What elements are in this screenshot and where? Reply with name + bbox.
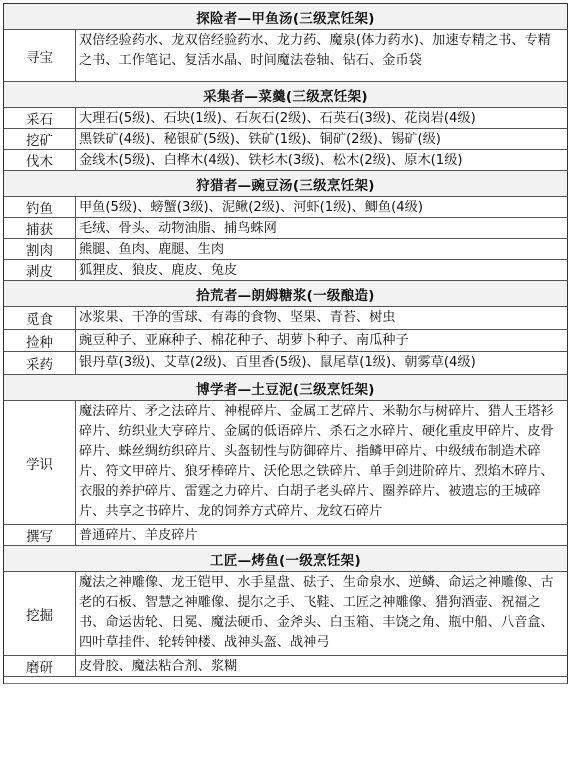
table-row (4, 330, 568, 352)
category-cell: 采石 (4, 108, 76, 128)
table-row (4, 150, 568, 171)
category-cell: 寻宝 (4, 30, 76, 81)
category-cell: 学识 (4, 401, 76, 524)
category-cell: 割肉 (4, 239, 76, 259)
category-cell: 伐木 (4, 150, 76, 170)
items-cell: 大理石(5级)、石块(1级)、石灰石(2级)、石英石(3级)、花岗岩(4级) (79, 111, 476, 126)
category-cell: 采药 (4, 352, 76, 374)
category-cell: 钓鱼 (4, 197, 76, 217)
section-header: 采集者—菜羹(三级烹饪架) (4, 82, 568, 108)
table-row (4, 30, 568, 82)
table-row (4, 260, 568, 281)
category-cell: 挖掘 (4, 572, 76, 655)
category-cell: 撰写 (4, 525, 76, 545)
table-row (4, 307, 568, 330)
table-row (4, 218, 568, 239)
section-header: 拾荒者—朗姆糖浆(一级酿造) (4, 281, 568, 307)
table-row (4, 197, 568, 218)
items-cell: 金线木(5级)、白桦木(4级)、铁杉木(3级)、松木(2级)、原木(1级) (79, 153, 463, 168)
items-cell: 毛绒、骨头、动物油脂、捕鸟蛛网 (79, 221, 277, 236)
section-header: 博学者—土豆泥(三级烹饪架) (4, 375, 568, 401)
table-footer-row (4, 677, 568, 684)
items-cell: 普通碎片、羊皮碎片 (79, 528, 198, 543)
crafting-material-table (3, 3, 568, 684)
category-cell: 剥皮 (4, 260, 76, 280)
table-row (4, 352, 568, 375)
table-row (4, 525, 568, 546)
items-cell: 甲鱼(5级)、螃蟹(3级)、泥鳅(2级)、河虾(1级)、鲫鱼(4级) (79, 200, 423, 215)
table-row (4, 401, 568, 525)
category-cell: 挖矿 (4, 129, 76, 149)
items-cell: 双倍经验药水、龙双倍经验药水、龙力药、魔泉(体力药水)、加速专精之书、专精之书、工作笔记、复活水晶、时间魔法卷轴、钻石、金币袋 (79, 33, 551, 68)
items-cell: 冰浆果、干净的雪球、有毒的食物、坚果、青苔、树虫 (79, 310, 396, 325)
table-row (4, 108, 568, 129)
items-cell: 魔法之神雕像、龙王铠甲、水手星盘、砝子、生命泉水、逆鳞、命运之神雕像、古老的石板、智慧之神雕像、提尔之手、飞鞋、工匠之神雕像、猎狗酒壶、祝福之书、命运齿轮、日冕、魔法硬币、金斧头、白玉箱、丰饶之角、瓶中船、八音盒、四叶草挂件、轮转钟楼、战神头盔、战神弓 (79, 575, 554, 650)
section-header: 工匠—烤鱼(一级烹饪架) (4, 546, 568, 572)
items-cell: 银丹草(3级)、艾草(2级)、百里香(5级)、鼠尾草(1级)、朝雾草(4级) (79, 355, 476, 370)
table-row (4, 572, 568, 656)
category-cell: 觅食 (4, 307, 76, 329)
section-header: 探险者—甲鱼汤(三级烹饪架) (4, 4, 568, 30)
section-header: 狩猎者—豌豆汤(三级烹饪架) (4, 171, 568, 197)
items-cell: 魔法碎片、矛之法碎片、神棍碎片、金属工艺碎片、米勒尔与树碎片、猎人王塔衫碎片、纺织业大亨碎片、金属的低语碎片、杀石之水碎片、硬化重皮甲碎片、皮骨碎片、蛛丝绸纺织碎片、头盔韧性与防御碎片、指鳞甲碎片、中级绒布制造术碎片、符文甲碎片、狼牙棒碎片、沃伦思之铁碎片、单手剑进阶碎片、烈焰木碎片、衣服的养护碎片、雷霆之力碎片、白胡子老头碎片、圈养碎片、被遗忘的王城碎片、共享之书碎片、龙的饲养方式碎片、龙纹石碎片 (79, 404, 554, 519)
table-row (4, 656, 568, 677)
category-cell: 捕获 (4, 218, 76, 238)
items-cell: 皮骨胶、魔法粘合剂、浆糊 (79, 659, 238, 674)
category-cell: 磨研 (4, 656, 76, 676)
items-cell: 黑铁矿(4级)、秘银矿(5级)、铁矿(1级)、铜矿(2级)、锡矿(级) (79, 132, 441, 147)
table-row (4, 239, 568, 260)
items-cell: 豌豆种子、亚麻种子、棉花种子、胡萝卜种子、南瓜种子 (79, 333, 409, 348)
items-cell: 狐狸皮、狼皮、鹿皮、兔皮 (79, 263, 238, 278)
category-cell: 捡种 (4, 330, 76, 351)
table-row (4, 129, 568, 150)
items-cell: 熊腿、鱼肉、鹿腿、生肉 (79, 242, 225, 257)
